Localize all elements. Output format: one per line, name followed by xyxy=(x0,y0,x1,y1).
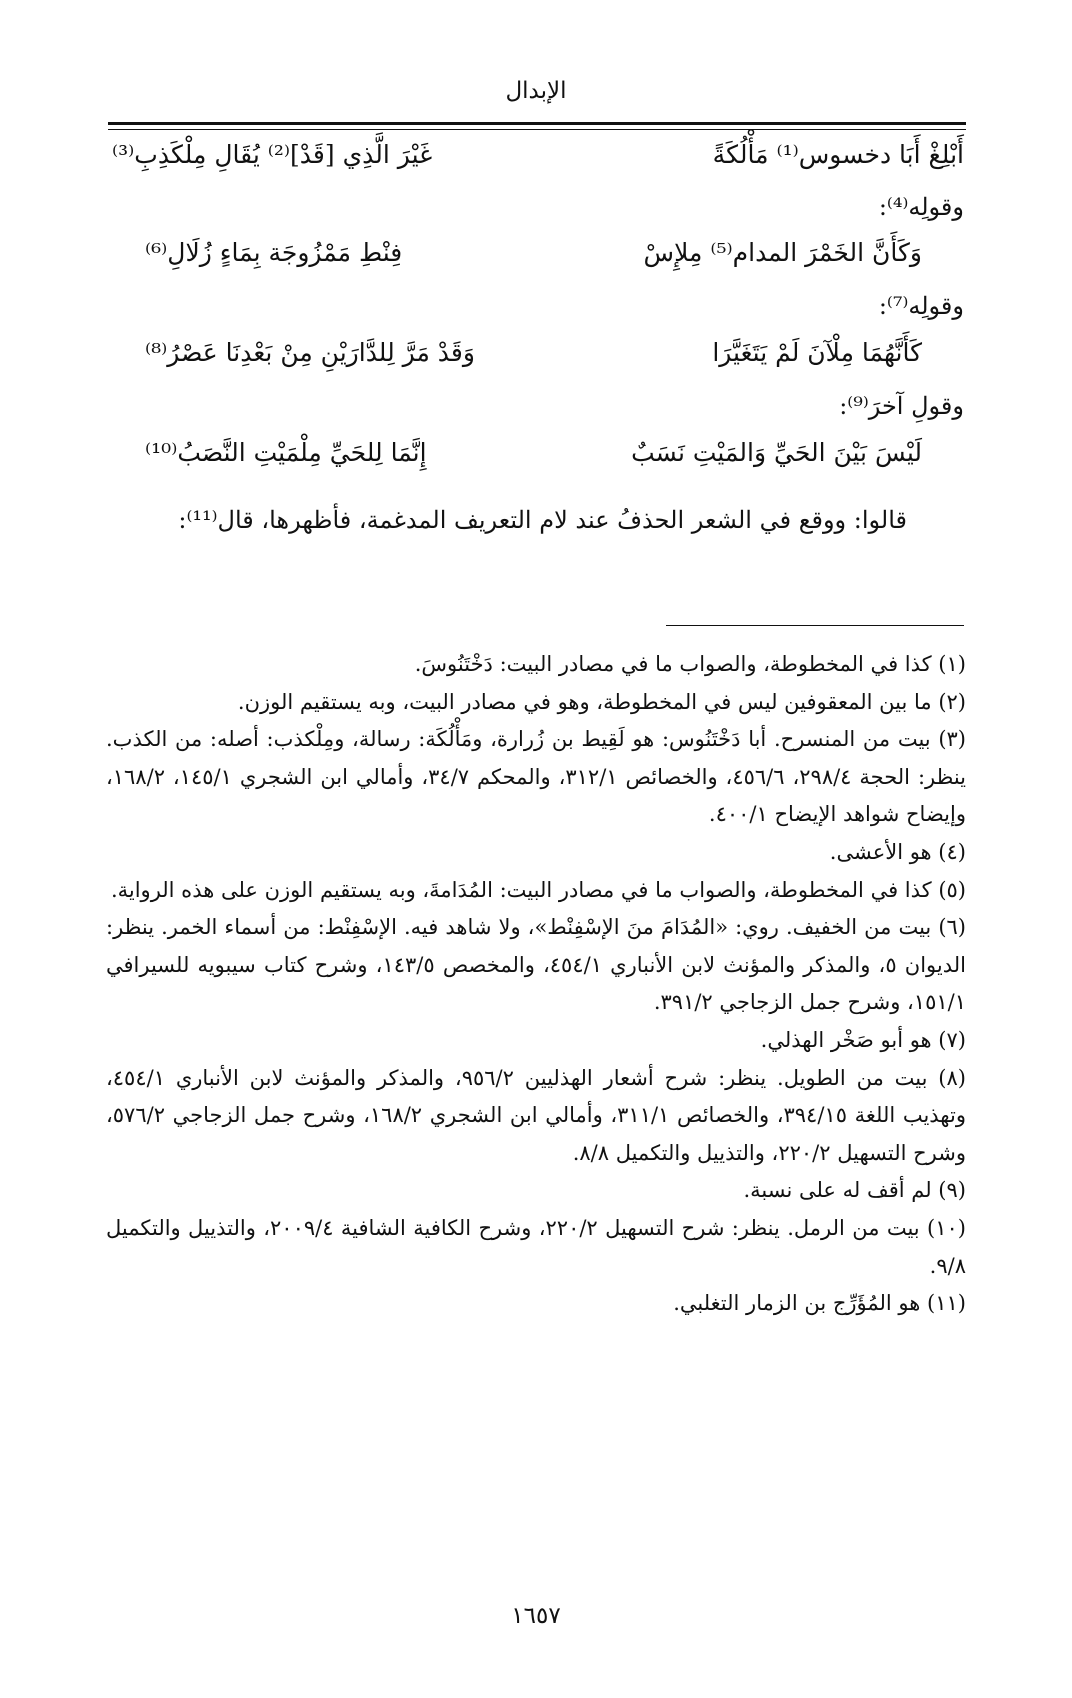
body-paragraph: قالوا: ووقع في الشعر الحذفُ عند لام التعريف المدغمة، فأظهرها، قال⁽¹¹⁾: xyxy=(178,506,907,534)
verse-intro: وقولِه⁽⁷⁾: xyxy=(878,292,964,320)
verse-first-hemistich: أَبْلِغْ أَبَا دخسوس⁽¹⁾ مَأْلُكَةً xyxy=(712,140,964,169)
running-header: الإبدال xyxy=(505,78,567,104)
footnote: (٩) لم أقف له على نسبة. xyxy=(743,1178,966,1203)
footnotes xyxy=(106,646,966,1323)
verse-second-hemistich: إِنَّمَا لِلحَيِّ مِلْمَيْتِ النَّصَبُ⁽¹⁰⁾ xyxy=(145,438,427,467)
footnote: (١) كذا في المخطوطة، والصواب ما في مصادر البيت: دَخْتَنُوسَ. xyxy=(414,652,966,676)
verse-intro: وقولِ آخرَ⁽⁹⁾: xyxy=(839,392,964,420)
footnote: (٢) ما بين المعقوفين ليس في المخطوطة، وهو في مصادر البيت، وبه يستقيم الوزن. xyxy=(237,689,966,714)
footnote: (٣) بيت من المنسرح. أبا دَخْتَنُوس: هو لَقِيط بن زُرارة، ومَأْلُكَة: رسالة، ومِلْكذب: أصله: من الكذب. ينظر: الحجة ٢٩٨/٤، ٤٥٦/٦، والخصائص ٣١٢/١، والمحكم ٣٤/٧، وأمالي ابن الشجري ١٤٥/١، ١٦٨/٢، وإيضاح شواهد الإيضاح ٤٠٠/١. xyxy=(106,727,967,827)
footnote: (١٠) بيت من الرمل. ينظر: شرح التسهيل ٢٢٠/٢، وشرح الكافية الشافية ٢٠٠٩/٤، والتذييل والتكميل ٩/٨. xyxy=(106,1215,966,1278)
footnote: (٨) بيت من الطويل. ينظر: شرح أشعار الهذليين ٩٥٦/٢، والمذكر والمؤنث لابن الأنباري ٤٥٤/١، وتهذيب اللغة ٣٩٤/١٥، والخصائص ٣١١/١، وأمالي ابن الشجري ١٦٨/٢، وشرح جمل الزجاجي ٥٧٦/٢، وشرح التسهيل ٢٢٠/٢، والتذييل والتكميل ٨/٨. xyxy=(106,1065,966,1165)
header-rule-thin xyxy=(108,129,966,130)
verse-line xyxy=(112,140,964,180)
footnote: (٦) بيت من الخفيف. روي: «المُدَامَ منَ الإسْفِنْط»، ولا شاهد فيه. الإسْفِنْط: من أسماء الخمر. ينظر: الديوان ٥، والمذكر والمؤنث لابن الأنباري ٤٥٤/١، والمخصص ١٤٣/٥، وشرح كتاب سيبويه للسيرافي ١٥١/١، وشرح جمل الزجاجي ٣٩١/٢. xyxy=(106,915,966,1015)
verse-intro: وقولِه⁽⁴⁾: xyxy=(878,193,964,221)
footnote: (٧) هو أبو صَخْر الهذلي. xyxy=(760,1027,966,1052)
page-number: ١٦٥٧ xyxy=(511,1603,561,1629)
footnote: (٤) هو الأعشى. xyxy=(829,839,966,864)
footnote-separator xyxy=(666,625,964,626)
verse-line xyxy=(145,338,922,378)
verse-second-hemistich: فِنْطِ مَمْزُوجَة بِمَاءٍ زُلَالِ⁽⁶⁾ xyxy=(145,238,403,267)
footnote: (١١) هو المُؤَرِّج بن الزمار التغلبي. xyxy=(673,1291,966,1316)
verse-second-hemistich: وَقَدْ مَرَّ لِلدَّارَيْنِ مِنْ بَعْدِنَا عَصْرُ⁽⁸⁾ xyxy=(145,338,475,367)
verse-first-hemistich: لَيْسَ بَيْنَ الحَيِّ وَالمَيْتِ نَسَبٌ xyxy=(631,438,922,467)
verse-first-hemistich: وَكَأَنَّ الخَمْرَ المدام⁽⁵⁾ مِلإِسْ xyxy=(643,238,922,267)
verse-line xyxy=(145,438,922,478)
footnote: (٥) كذا في المخطوطة، والصواب ما في مصادر البيت: المُدَامةَ، وبه يستقيم الوزن على هذه الرواية. xyxy=(110,877,966,902)
verse-second-hemistich: غَيْرَ الَّذِي [قَدْ]⁽²⁾ يُقَالِ مِلْكَذِبِ⁽³⁾ xyxy=(112,140,433,169)
verse-first-hemistich: كَأَنَّهُمَا مِلْآنَ لَمْ يَتَغَيَّرَا xyxy=(712,338,922,367)
verse-line xyxy=(145,238,922,278)
header-rule xyxy=(108,122,966,125)
